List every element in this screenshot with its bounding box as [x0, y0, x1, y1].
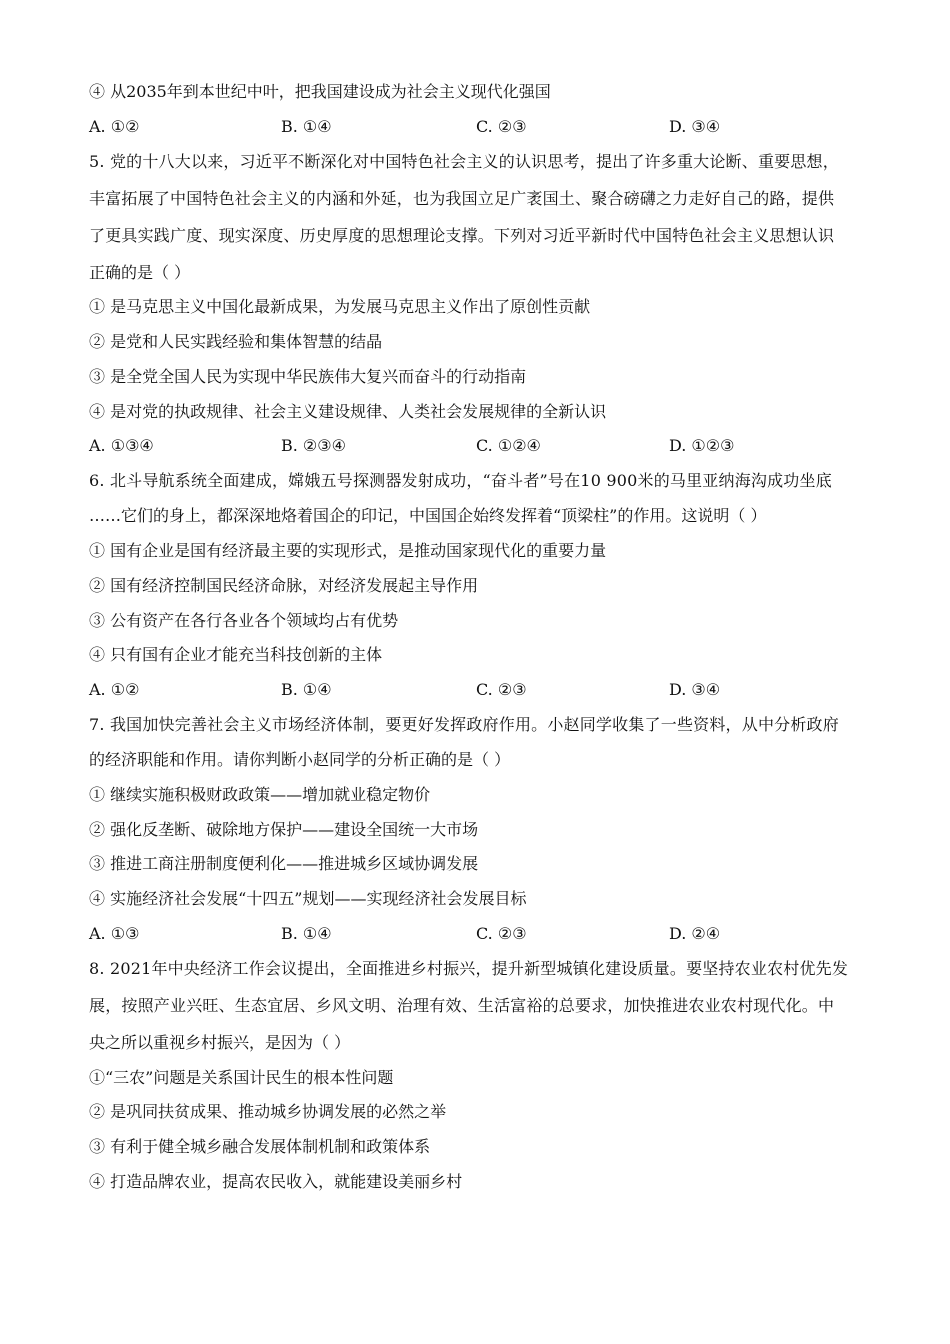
q5-option-c: C. ①②④	[476, 436, 541, 455]
q6-item-2: ② 国有经济控制国民经济命脉，对经济发展起主导作用	[89, 576, 479, 595]
q6-stem-line-1: 6. 北斗导航系统全面建成，嫦娥五号探测器发射成功，“奋斗者”号在10 900米的马里亚纳海沟成功坐底	[89, 471, 832, 490]
q7-option-d: D. ②④	[669, 924, 721, 943]
q7-stem-line-1: 7. 我国加快完善社会主义市场经济体制，要更好发挥政府作用。小赵同学收集了一些资料，从中分析政府	[89, 715, 839, 734]
q7-item-4: ④ 实施经济社会发展“十四五”规划——实现经济社会发展目标	[89, 889, 527, 908]
q5-item-1: ① 是马克思主义中国化最新成果，为发展马克思主义作出了原创性贡献	[89, 297, 591, 316]
q6-item-3: ③ 公有资产在各行各业各个领域均占有优势	[89, 611, 399, 630]
q8-stem-line-3: 央之所以重视乡村振兴，是因为（ ）	[89, 1033, 351, 1052]
q6-stem-line-2: ……它们的身上，都深深地烙着国企的印记，中国国企始终发挥着“顶梁柱”的作用。这说明（ ）	[89, 506, 767, 525]
prev-item-4: ④ 从2035年到本世纪中叶，把我国建设成为社会主义现代化强国	[89, 82, 551, 101]
prev-option-b: B. ①④	[281, 117, 332, 136]
q6-item-4: ④ 只有国有企业才能充当科技创新的主体	[89, 645, 383, 664]
q8-stem-line-1: 8. 2021年中央经济工作会议提出，全面推进乡村振兴，提升新型城镇化建设质量。要坚持农业农村优先发	[89, 959, 849, 978]
q8-item-4: ④ 打造品牌农业，提高农民收入，就能建设美丽乡村	[89, 1172, 463, 1191]
prev-option-a: A. ①②	[89, 117, 140, 136]
q5-option-b: B. ②③④	[281, 436, 346, 455]
q6-option-c: C. ②③	[476, 680, 527, 699]
q7-item-3: ③ 推进工商注册制度便利化——推进城乡区域协调发展	[89, 854, 479, 873]
prev-option-c: C. ②③	[476, 117, 527, 136]
q7-option-a: A. ①③	[89, 924, 140, 943]
q8-stem-line-2: 展，按照产业兴旺、生态宜居、乡风文明、治理有效、生活富裕的总要求，加快推进农业农村现代化。中	[89, 996, 835, 1015]
q5-stem-line-1: 5. 党的十八大以来，习近平不断深化对中国特色社会主义的认识思考，提出了许多重大论断、重要思想，	[89, 152, 839, 171]
q7-option-b: B. ①④	[281, 924, 332, 943]
q7-item-1: ① 继续实施积极财政政策——增加就业稳定物价	[89, 785, 431, 804]
q5-stem-line-2: 丰富拓展了中国特色社会主义的内涵和外延，也为我国立足广袤国土、聚合磅礴之力走好自己的路，提供	[89, 189, 835, 208]
q5-option-a: A. ①③④	[89, 436, 154, 455]
q6-option-b: B. ①④	[281, 680, 332, 699]
q8-item-3: ③ 有利于健全城乡融合发展体制机制和政策体系	[89, 1137, 431, 1156]
q5-stem-line-3: 了更具实践广度、现实深度、历史厚度的思想理论支撑。下列对习近平新时代中国特色社会主义思想认识	[89, 226, 835, 245]
q6-option-a: A. ①②	[89, 680, 140, 699]
q5-item-3: ③ 是全党全国人民为实现中华民族伟大复兴而奋斗的行动指南	[89, 367, 527, 386]
q5-option-d: D. ①②③	[669, 436, 735, 455]
q8-item-1: ①“三农”问题是关系国计民生的根本性问题	[89, 1068, 394, 1087]
q5-item-2: ② 是党和人民实践经验和集体智慧的结晶	[89, 332, 383, 351]
q8-item-2: ② 是巩同扶贫成果、推动城乡协调发展的必然之举	[89, 1102, 447, 1121]
q5-item-4: ④ 是对党的执政规律、社会主义建设规律、人类社会发展规律的全新认识	[89, 402, 607, 421]
q6-option-d: D. ③④	[669, 680, 721, 699]
q7-stem-line-2: 的经济职能和作用。请你判断小赵同学的分析正确的是（ ）	[89, 750, 511, 769]
q7-item-2: ② 强化反垄断、破除地方保护——建设全国统一大市场	[89, 820, 479, 839]
prev-option-d: D. ③④	[669, 117, 721, 136]
q5-stem-line-4: 正确的是（ ）	[89, 263, 191, 282]
q6-item-1: ① 国有企业是国有经济最主要的实现形式，是推动国家现代化的重要力量	[89, 541, 607, 560]
q7-option-c: C. ②③	[476, 924, 527, 943]
